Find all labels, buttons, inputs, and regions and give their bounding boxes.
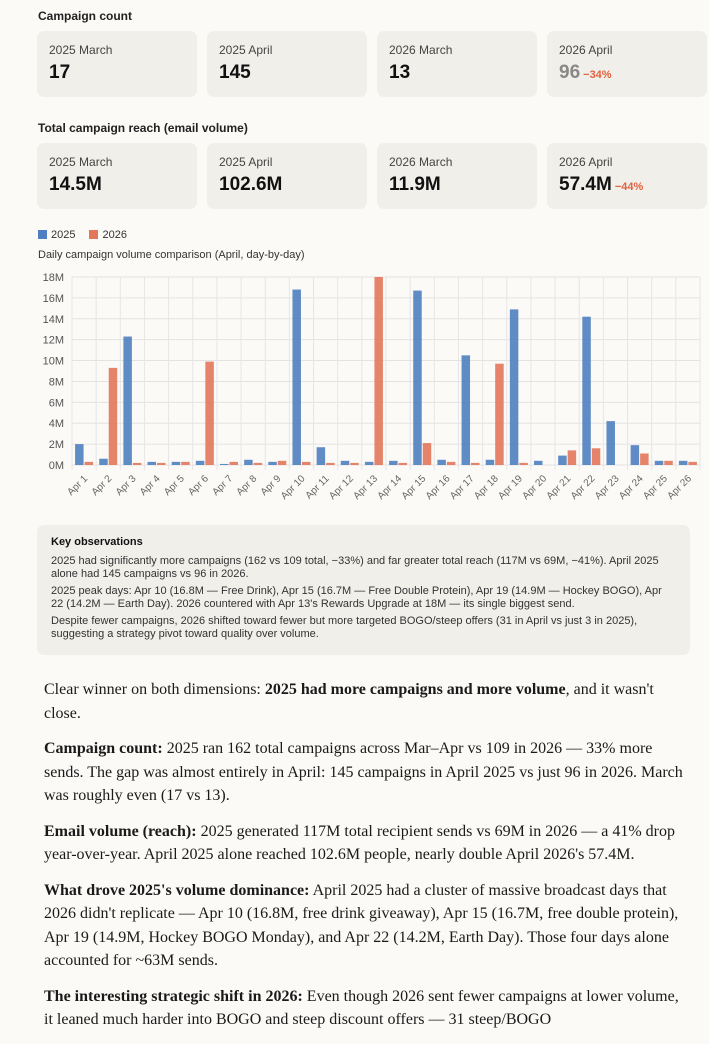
bar-2026-apr-3 — [133, 463, 142, 465]
bar-2025-apr-6 — [196, 461, 205, 465]
x-tick-label: Apr 7 — [210, 473, 236, 499]
bar-2025-apr-26 — [679, 461, 688, 465]
bar-2026-apr-15 — [423, 443, 432, 465]
bar-2025-apr-1 — [75, 444, 84, 465]
x-tick-label: Apr 22 — [568, 473, 598, 502]
x-tick-label: Apr 26 — [665, 473, 695, 502]
bar-2025-apr-7 — [220, 464, 229, 465]
bar-2025-apr-10 — [292, 290, 301, 465]
stat-value: 13 — [389, 62, 411, 83]
y-tick-label: 4M — [48, 418, 64, 431]
paragraph: What drove 2025's volume dominance: April 2025 had a cluster of massive broadcast days that 2026 didn't replicate — Apr 10 (16.8M, free drink giveaway), Apr 15 (16.7M, free double protein), Apr 19 (14.9M, Hockey BOGO Monday), and Apr 22 (14.2M, Earth Day). Those four days alone accounted for ~63M sends. — [44, 881, 679, 969]
bar-2026-apr-17 — [471, 463, 480, 465]
bar-2025-apr-21 — [558, 456, 567, 465]
bar-2026-apr-19 — [519, 463, 528, 465]
bar-2026-apr-10 — [302, 462, 311, 465]
stat-value: 96 — [559, 62, 581, 83]
bar-2026-apr-2 — [109, 368, 118, 465]
bar-2026-apr-6 — [205, 362, 214, 465]
x-tick-label: Apr 10 — [278, 473, 308, 502]
x-tick-label: Apr 24 — [617, 473, 646, 502]
bar-2025-apr-9 — [268, 462, 277, 465]
y-tick-label: 18M — [42, 272, 64, 284]
stat-card — [547, 143, 707, 209]
x-tick-label: Apr 18 — [472, 473, 501, 502]
stat-label: 2026 March — [389, 155, 453, 169]
y-tick-label: 16M — [42, 292, 64, 305]
bar-2026-apr-8 — [254, 463, 263, 465]
bar-2026-apr-1 — [85, 462, 94, 465]
paragraph: Campaign count: 2025 ran 162 total campaigns across Mar–Apr vs 109 in 2026 — 33% more sends. The gap was almost entirely in April: 145 campaigns in April 2025 vs just 96 in 2026. March was roughly even (17 vs 13). — [44, 740, 683, 804]
x-tick-label: Apr 11 — [303, 473, 332, 502]
bar-2025-apr-25 — [655, 461, 664, 465]
stat-card — [37, 143, 197, 209]
chart-legend — [38, 229, 127, 241]
x-tick-label: Apr 5 — [162, 473, 187, 499]
campaign-count-heading: Campaign count — [38, 9, 133, 23]
y-tick-label: 12M — [42, 334, 64, 347]
stat-value: 57.4M — [559, 174, 612, 195]
bar-2025-apr-22 — [582, 317, 591, 465]
legend-item-2025[interactable] — [38, 229, 75, 241]
x-tick-label: Apr 3 — [113, 473, 139, 499]
legend-label: 2026 — [102, 229, 127, 241]
bar-2026-apr-7 — [230, 462, 239, 465]
observation-item: Despite fewer campaigns, 2026 shifted toward fewer but more targeted BOGO/steep offers (31 in April vs just 3 in 2025), suggesting a strategy pivot toward quality over volume. — [51, 614, 638, 640]
bar-2025-apr-14 — [389, 461, 398, 465]
stat-card — [207, 143, 367, 209]
bar-2026-apr-14 — [399, 463, 408, 465]
bar-2026-apr-9 — [278, 461, 287, 465]
stat-value: 102.6M — [219, 174, 283, 195]
stat-value: 11.9M — [389, 174, 441, 195]
x-tick-label: Apr 17 — [448, 473, 477, 502]
y-tick-label: 8M — [48, 376, 64, 389]
stat-card — [207, 31, 367, 97]
bar-2026-apr-5 — [181, 462, 190, 465]
stat-delta: −44% — [614, 181, 644, 193]
bar-2025-apr-19 — [510, 309, 519, 465]
x-tick-label: Apr 12 — [327, 473, 356, 502]
bar-2026-apr-25 — [664, 461, 673, 465]
bar-2025-apr-3 — [123, 337, 132, 465]
bar-2026-apr-16 — [447, 462, 456, 465]
bar-2025-apr-8 — [244, 460, 253, 465]
bar-2026-apr-18 — [495, 364, 504, 465]
bar-2026-apr-22 — [592, 448, 601, 465]
y-tick-label: 2M — [48, 439, 64, 452]
stat-value: 17 — [49, 62, 71, 83]
bar-2026-apr-12 — [350, 463, 359, 465]
legend-item-2026[interactable] — [89, 229, 126, 241]
x-tick-label: Apr 14 — [375, 473, 405, 502]
x-tick-label: Apr 13 — [351, 473, 381, 502]
bar-2026-apr-24 — [640, 454, 649, 465]
stat-label: 2025 April — [219, 43, 273, 57]
stat-card — [547, 31, 707, 97]
stat-value: 145 — [219, 62, 251, 83]
x-tick-label: Apr 1 — [65, 473, 91, 499]
y-tick-label: 10M — [42, 355, 64, 368]
stat-value: 14.5M — [49, 174, 102, 195]
stat-label: 2026 March — [389, 43, 453, 57]
bar-2025-apr-5 — [172, 462, 181, 465]
legend-label: 2025 — [51, 229, 76, 241]
stat-label: 2026 April — [559, 43, 613, 57]
bar-2025-apr-23 — [606, 421, 615, 465]
x-tick-label: Apr 21 — [544, 473, 574, 502]
bar-2025-apr-2 — [99, 459, 108, 465]
bar-2025-apr-17 — [462, 355, 471, 465]
x-tick-label: Apr 25 — [641, 473, 670, 502]
paragraph: The interesting strategic shift in 2026: Even though 2026 sent fewer campaigns at lower volume, it leaned much harder into BOGO and steep discount offers — 31 steep/BOGO — [44, 987, 679, 1028]
x-tick-label: Apr 4 — [137, 473, 163, 499]
observations-title: Key observations — [51, 536, 143, 548]
legend-swatch — [38, 230, 47, 239]
y-tick-label: 14M — [42, 313, 64, 326]
x-tick-label: Apr 9 — [258, 473, 284, 499]
reach-heading: Total campaign reach (email volume) — [38, 121, 248, 135]
legend-swatch — [89, 230, 98, 239]
bar-2026-apr-13 — [374, 277, 383, 465]
x-tick-label: Apr 20 — [520, 473, 550, 502]
stat-delta: −34% — [583, 69, 612, 81]
bar-2025-apr-4 — [148, 462, 157, 465]
reach-cards — [37, 143, 707, 209]
y-tick-label: 0M — [48, 460, 64, 472]
x-tick-label: Apr 8 — [234, 473, 260, 499]
x-tick-label: Apr 19 — [496, 473, 525, 502]
bar-2025-apr-16 — [437, 460, 446, 465]
y-tick-label: 6M — [48, 397, 64, 410]
stat-label: 2025 April — [219, 155, 273, 169]
bar-2026-apr-21 — [568, 450, 577, 465]
bar-2026-apr-11 — [326, 463, 335, 465]
chart-title: Daily campaign volume comparison (April, day-by-day) — [38, 249, 305, 261]
x-tick-label: Apr 16 — [423, 473, 453, 502]
bar-2026-apr-26 — [688, 462, 697, 465]
x-tick-label: Apr 2 — [89, 473, 115, 499]
paragraph: Clear winner on both dimensions: 2025 had more campaigns and more volume, and it wasn't close. — [44, 681, 654, 722]
stat-card — [377, 31, 537, 97]
bar-2025-apr-11 — [317, 447, 326, 465]
stat-label: 2025 March — [49, 43, 113, 57]
x-tick-label: Apr 15 — [399, 473, 429, 502]
stat-card — [37, 31, 197, 97]
bar-2025-apr-24 — [631, 445, 640, 465]
observation-item: 2025 peak days: Apr 10 (16.8M — Free Drink), Apr 15 (16.7M — Free Double Protein), Apr 19 (14.9M — Hockey BOGO), Apr 22 (14.2M — Earth Day). 2026 countered with Apr 13's Rewards Upgrade at 18M — its single biggest send. — [51, 584, 662, 610]
x-tick-label: Apr 6 — [186, 473, 211, 499]
campaign-count-cards — [37, 31, 707, 97]
bar-2026-apr-4 — [157, 463, 166, 465]
bar-2025-apr-18 — [486, 460, 495, 465]
bar-2025-apr-12 — [341, 461, 350, 465]
observation-item: 2025 had significantly more campaigns (162 vs 109 total, −33%) and far greater total reach (117M vs 69M, −41%). April 2025 alone had 145 campaigns vs 96 in 2026. — [51, 554, 659, 580]
analysis-text — [44, 678, 684, 1044]
bar-2025-apr-15 — [413, 291, 422, 465]
key-observations — [37, 525, 690, 655]
stat-card — [377, 143, 537, 209]
paragraph: Email volume (reach): 2025 generated 117M total recipient sends vs 69M in 2026 — a 41% drop year-over-year. April 2025 alone reached 102.6M people, nearly double April 2026's 57.4M. — [44, 822, 675, 863]
stat-label: 2026 April — [559, 155, 613, 169]
x-tick-label: Apr 23 — [592, 473, 622, 502]
stat-label: 2025 March — [49, 155, 113, 169]
bar-2025-apr-20 — [534, 461, 543, 465]
bar-2025-apr-13 — [365, 462, 374, 465]
daily-volume-chart — [0, 262, 709, 512]
